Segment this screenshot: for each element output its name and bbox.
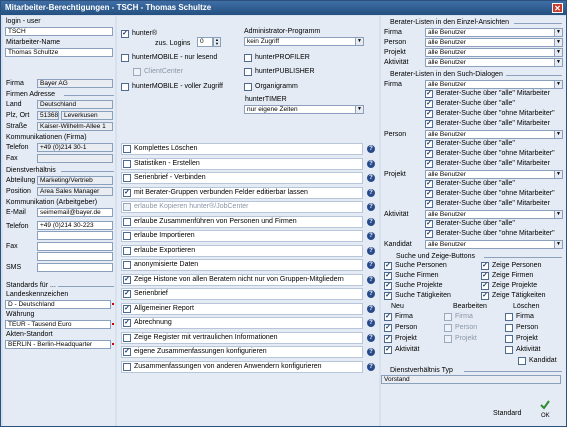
suche-label: Suche Projekte xyxy=(395,282,443,289)
einzel-label: Person xyxy=(384,39,407,46)
position-field: Area Sales Manager xyxy=(37,187,113,196)
such-checkbox[interactable]: ✓ xyxy=(426,200,432,207)
suche-label: Suche Tätigkeiten xyxy=(395,292,451,299)
help-icon[interactable]: ? xyxy=(367,363,375,371)
permission-option[interactable] xyxy=(121,172,363,184)
einzel-select-value: alle Benutzer xyxy=(428,59,466,66)
login-field[interactable]: TSCH xyxy=(5,27,113,36)
such-check-label: Berater-Suche über "alle" Mitarbeiter xyxy=(436,90,550,97)
loeschen-title: Löschen xyxy=(513,303,540,310)
einzel-label: Projekt xyxy=(384,49,406,56)
help-icon[interactable]: ? xyxy=(367,218,375,226)
bearbeiten-label: Projekt xyxy=(455,335,477,342)
neu-label: Person xyxy=(395,324,418,331)
middle-panel xyxy=(117,16,379,426)
such-title: Berater-Listen in den Such-Dialogen xyxy=(390,71,503,78)
waehrung-field[interactable]: TEUR - Tausend Euro xyxy=(5,320,111,329)
such-select[interactable] xyxy=(425,130,563,139)
land-field: Deutschland xyxy=(37,100,113,109)
permission-label: erlaube Zusammenführen von Personen und Firmen xyxy=(134,217,297,225)
permission-checkbox[interactable]: ✓ xyxy=(124,188,130,196)
fax-field xyxy=(37,154,113,163)
loeschen-checkbox[interactable] xyxy=(518,357,526,365)
admin-select[interactable] xyxy=(244,37,364,46)
zeige-checkbox[interactable]: ✓ xyxy=(482,272,488,279)
einzel-select-value: alle Benutzer xyxy=(428,39,466,46)
such-check-label: Berater-Suche über "ohne Mitarbeiter" xyxy=(436,150,555,157)
kandidat-select-value: alle Benutzer xyxy=(428,241,466,248)
permission-label: Statistiken - Erstellen xyxy=(134,159,200,167)
such-check-label: Berater-Suche über "alle" xyxy=(436,220,515,227)
such-checkbox[interactable]: ✓ xyxy=(426,120,432,127)
chevron-down-icon: ▼ xyxy=(554,131,562,138)
ok-label: OK xyxy=(541,413,550,419)
timer-select-value: nur eigene Zeiten xyxy=(247,106,298,113)
abteilung-field: Marketing/Vertrieb xyxy=(37,176,113,185)
permission-checkbox[interactable] xyxy=(123,232,131,240)
permission-label: eigene Zusammenfassungen konfigurieren xyxy=(134,348,267,355)
fax-label: Fax xyxy=(6,155,18,162)
bearbeiten-label: Person xyxy=(455,324,478,331)
such-label: Firma xyxy=(384,81,402,88)
such-check-label: Berater-Suche über "alle" xyxy=(436,100,515,107)
such-checkbox[interactable]: ✓ xyxy=(426,180,432,187)
such-label: Aktivität xyxy=(384,211,409,218)
help-icon[interactable]: ? xyxy=(367,232,375,240)
permission-option[interactable] xyxy=(121,230,363,242)
name-field[interactable]: Thomas Schultze xyxy=(5,48,113,57)
profiler-label: hunterPROFILER xyxy=(255,54,310,61)
hunter-mobile-lesend-label: hunterMOBILE - nur lesend xyxy=(132,54,218,61)
such-check-label: Berater-Suche über "ohne Mitarbeiter" xyxy=(436,190,555,197)
such-label: Projekt xyxy=(384,171,406,178)
loeschen-label: Person xyxy=(516,324,539,331)
einzel-select[interactable] xyxy=(425,48,563,57)
dienst-section xyxy=(6,166,114,175)
zeige-checkbox[interactable]: ✓ xyxy=(482,282,488,289)
akten-label: Akten-Standort xyxy=(6,331,53,338)
client-center-checkbox[interactable] xyxy=(133,68,141,76)
permission-checkbox[interactable]: ✓ xyxy=(124,275,130,283)
suche-label: Suche Personen xyxy=(395,262,447,269)
landeskz-label: Landeskennzeichen xyxy=(6,291,69,298)
zeige-label: Zeige Personen xyxy=(492,262,542,269)
permission-checkbox[interactable] xyxy=(123,174,131,182)
einzel-label: Firma xyxy=(384,29,402,36)
such-checkbox[interactable]: ✓ xyxy=(426,190,432,197)
komm-ag-section xyxy=(6,198,114,207)
firma-label: Firma xyxy=(6,80,24,87)
chevron-down-icon: ▼ xyxy=(355,38,363,45)
dienst-typ-title: Dienstverhältnis Typ xyxy=(390,367,453,374)
telefon2-extra-field[interactable] xyxy=(37,231,113,240)
permission-checkbox[interactable] xyxy=(123,160,131,168)
neu-checkbox[interactable]: ✓ xyxy=(385,335,391,342)
permission-label: erlaube Importieren xyxy=(134,232,195,239)
help-icon[interactable]: ? xyxy=(367,305,375,313)
chevron-down-icon: ▼ xyxy=(554,171,562,178)
help-icon[interactable]: ? xyxy=(367,276,375,284)
required-marker xyxy=(112,303,114,305)
bearbeiten-checkbox[interactable] xyxy=(444,324,452,332)
help-icon[interactable]: ? xyxy=(367,145,375,153)
loeschen-checkbox[interactable] xyxy=(505,346,513,354)
permission-checkbox[interactable] xyxy=(123,363,131,371)
such-select-value: alle Benutzer xyxy=(428,211,466,218)
timer-label: hunterTIMER xyxy=(245,96,287,103)
permission-checkbox[interactable] xyxy=(123,203,131,211)
organigramm-label: Organigramm xyxy=(255,83,298,90)
neu-label: Aktivität xyxy=(395,346,420,353)
standards-title: Standards für ... xyxy=(6,282,56,289)
such-checkbox[interactable]: ✓ xyxy=(426,100,432,107)
permission-checkbox[interactable] xyxy=(123,145,131,153)
chevron-down-icon: ▼ xyxy=(554,49,562,56)
such-checkbox[interactable]: ✓ xyxy=(426,140,432,147)
admin-select-value: kein Zugriff xyxy=(247,38,280,45)
suche-checkbox[interactable]: ✓ xyxy=(385,272,391,279)
kandidat-label: Kandidat xyxy=(384,241,412,248)
help-icon[interactable]: ? xyxy=(367,160,375,168)
zeige-label: Zeige Firmen xyxy=(492,272,534,279)
such-select-value: alle Benutzer xyxy=(428,81,466,88)
permission-label: Zusammenfassungen von anderen Anwendern konfigurieren xyxy=(134,362,322,370)
neu-label: Projekt xyxy=(395,335,417,342)
permission-checkbox[interactable] xyxy=(123,261,131,269)
loeschen-checkbox[interactable] xyxy=(505,313,513,321)
left-panel xyxy=(3,16,115,426)
logins-spinner[interactable]: 0 xyxy=(197,37,213,47)
permission-label: Serienbrief xyxy=(134,290,168,297)
firma-field: Bayer AG xyxy=(37,79,113,88)
such-checkbox[interactable]: ✓ xyxy=(426,150,432,157)
loeschen-checkbox[interactable] xyxy=(505,335,513,343)
permission-label: Allgemeiner Report xyxy=(134,304,194,312)
chevron-down-icon: ▼ xyxy=(554,59,562,66)
such-check-label: Berater-Suche über "alle" Mitarbeiter xyxy=(436,200,550,207)
komm-firma-section xyxy=(6,133,114,142)
chevron-down-icon: ▼ xyxy=(554,39,562,46)
fax2-label: Fax xyxy=(6,243,18,250)
permission-checkbox[interactable]: ✓ xyxy=(124,290,130,297)
sms-label: SMS xyxy=(6,264,22,271)
waehrung-label: Währung xyxy=(6,311,35,318)
bearbeiten-checkbox[interactable] xyxy=(444,313,452,321)
help-icon[interactable]: ? xyxy=(367,189,375,197)
telefon-field: +49 (0)214 30-1 xyxy=(37,143,113,152)
email-field[interactable]: seimemail@bayer.de xyxy=(37,208,113,217)
such-check-label: Berater-Suche über "alle" xyxy=(436,180,515,187)
such-section xyxy=(384,70,564,79)
hunter-label: hunter® xyxy=(132,30,158,37)
loeschen-checkbox[interactable] xyxy=(505,324,513,332)
such-checkbox[interactable]: ✓ xyxy=(426,230,432,237)
ok-button[interactable] xyxy=(540,400,550,410)
plz-field: 51368 xyxy=(37,111,59,120)
firmen-adresse-section xyxy=(6,90,114,99)
help-icon[interactable]: ? xyxy=(367,348,375,356)
einzel-label: Aktivität xyxy=(384,59,409,66)
permission-option[interactable] xyxy=(121,317,363,329)
neu-checkbox[interactable]: ✓ xyxy=(385,346,391,353)
such-select-value: alle Benutzer xyxy=(428,171,466,178)
name-label: Mitarbeiter-Name xyxy=(6,39,61,46)
such-select[interactable] xyxy=(425,80,563,89)
such-checkbox[interactable]: ✓ xyxy=(426,220,432,227)
dienst-typ-field: Vorstand xyxy=(381,375,561,384)
permission-option[interactable] xyxy=(121,158,363,170)
kandidat-select[interactable] xyxy=(425,240,563,249)
chevron-down-icon: ▼ xyxy=(554,81,562,88)
permission-option[interactable] xyxy=(121,274,363,286)
fax2-extra-field[interactable] xyxy=(37,252,113,261)
standards-section xyxy=(6,281,114,290)
permission-label: Zeige Register mit vertraulichen Informationen xyxy=(134,333,278,341)
permission-label: Serienbrief - Verbinden xyxy=(134,174,206,181)
neu-title: Neu xyxy=(391,303,404,310)
help-icon[interactable]: ? xyxy=(367,334,375,342)
buttons-section xyxy=(384,252,564,261)
title-bar xyxy=(1,1,566,15)
publisher-label: hunterPUBLISHER xyxy=(255,68,315,75)
window-title: Mitarbeiter-Berechtigungen - TSCH - Thomas Schultze xyxy=(5,3,212,12)
permission-option[interactable] xyxy=(121,259,363,271)
permission-label: Zeige Histone von allen Beratern nicht nur von Gruppen-Mitgliedern xyxy=(134,275,344,283)
help-icon[interactable]: ? xyxy=(367,290,375,298)
permission-checkbox[interactable] xyxy=(123,247,131,255)
telefon2-field[interactable]: +49 (0)214 30-223 xyxy=(37,221,113,230)
telefon-label: Telefon xyxy=(6,144,29,151)
profiler-checkbox[interactable] xyxy=(244,54,252,62)
landeskz-field[interactable]: D - Deutschland xyxy=(5,300,111,309)
permission-label: Komplettes Löschen xyxy=(134,145,198,152)
strasse-label: Straße xyxy=(6,123,28,130)
bearbeiten-title: Bearbeiten xyxy=(453,303,487,310)
permission-option[interactable] xyxy=(121,201,363,213)
email-label: E-Mail xyxy=(6,209,26,216)
ort-field: Leverkusen xyxy=(61,111,113,120)
bearbeiten-label: Firma xyxy=(455,313,473,320)
permission-checkbox[interactable]: ✓ xyxy=(124,348,130,355)
permission-option[interactable] xyxy=(121,288,363,300)
chevron-down-icon: ▼ xyxy=(554,211,562,218)
permission-option[interactable] xyxy=(121,143,363,155)
einzel-select-value: alle Benutzer xyxy=(428,29,466,36)
suche-label: Suche Firmen xyxy=(395,272,439,279)
suche-checkbox[interactable]: ✓ xyxy=(385,282,391,289)
position-label: Position xyxy=(6,188,31,195)
komm-firma-title: Kommunikationen (Firma) xyxy=(6,134,87,141)
permission-option[interactable] xyxy=(121,216,363,228)
standard-label: Standard xyxy=(493,410,522,417)
spinner-arrows-icon[interactable]: ▲ ▼ xyxy=(213,37,221,47)
firmen-adresse-title: Firmen Adresse xyxy=(6,91,56,98)
chevron-down-icon: ▼ xyxy=(355,106,363,113)
client-center-label: ClientCenter xyxy=(144,68,183,75)
such-checkbox[interactable]: ✓ xyxy=(426,90,432,97)
permission-option[interactable] xyxy=(121,332,363,344)
help-icon[interactable]: ? xyxy=(367,261,375,269)
loeschen-label: Projekt xyxy=(516,335,538,342)
permission-label: erlaube Exportieren xyxy=(134,246,196,254)
sms-field[interactable] xyxy=(37,263,113,272)
such-checkbox[interactable]: ✓ xyxy=(426,110,432,117)
such-check-label: Berater-Suche über "alle" Mitarbeiter xyxy=(436,160,550,167)
zeige-checkbox[interactable]: ✓ xyxy=(482,292,488,299)
login-label: login - user xyxy=(6,18,41,25)
zeige-label: Zeige Projekte xyxy=(492,282,538,289)
dienst-title: Dienstverhältnis xyxy=(6,167,56,174)
einzel-select-value: alle Benutzer xyxy=(428,49,466,56)
einzel-select[interactable] xyxy=(425,58,563,67)
hunter-mobile-lesend-checkbox[interactable] xyxy=(121,54,129,62)
required-marker xyxy=(112,323,114,325)
required-marker xyxy=(112,343,114,345)
such-label: Person xyxy=(384,131,407,138)
hunter-mobile-voll-label: hunterMOBILE - voller Zugriff xyxy=(132,83,223,90)
neu-checkbox[interactable]: ✓ xyxy=(385,313,391,320)
such-check-label: Berater-Suche über "alle" xyxy=(436,140,515,147)
permission-option[interactable] xyxy=(121,303,363,315)
help-icon[interactable]: ? xyxy=(367,247,375,255)
such-select-value: alle Benutzer xyxy=(428,131,466,138)
close-icon[interactable]: ✕ xyxy=(552,3,563,13)
such-check-label: Berater-Suche über "ohne Mitarbeiter" xyxy=(436,110,555,117)
organigramm-checkbox[interactable] xyxy=(244,83,252,91)
bearbeiten-checkbox[interactable] xyxy=(444,335,452,343)
publisher-checkbox[interactable] xyxy=(244,68,252,76)
strasse-field: Kaiser-Wilhelm-Allee 1 xyxy=(37,122,113,131)
permission-checkbox[interactable]: ✓ xyxy=(124,304,130,312)
einzel-select[interactable] xyxy=(425,38,563,47)
such-select[interactable] xyxy=(425,210,563,219)
einzel-section xyxy=(384,18,564,27)
einzel-title: Berater-Listen in den Einzel-Ansichten xyxy=(390,19,510,26)
help-icon[interactable]: ? xyxy=(367,174,375,182)
hunter-checkbox[interactable]: ✓ xyxy=(122,30,128,37)
akten-field[interactable]: BERLIN - Berlin-Headquarter xyxy=(5,340,111,349)
telefon2-label: Telefon xyxy=(6,223,29,230)
neu-checkbox[interactable]: ✓ xyxy=(385,324,391,331)
dienst-typ-section xyxy=(384,366,564,375)
help-icon[interactable]: ? xyxy=(367,203,375,211)
permission-option[interactable] xyxy=(121,346,363,358)
komm-ag-title: Kommunikation (Arbeitgeber) xyxy=(6,199,98,206)
zeige-label: Zeige Tätigkeiten xyxy=(492,292,546,299)
right-panel xyxy=(381,16,566,426)
check-icon xyxy=(540,400,550,410)
admin-label: Administrator-Programm xyxy=(244,28,321,35)
timer-select[interactable] xyxy=(244,105,364,114)
permission-checkbox[interactable]: ✓ xyxy=(124,319,130,326)
buttons-title: Suche und Zeige-Buttons xyxy=(396,253,475,260)
neu-label: Firma xyxy=(395,313,413,320)
such-check-label: Berater-Suche über "alle" Mitarbeiter xyxy=(436,120,550,127)
such-checkbox[interactable]: ✓ xyxy=(426,160,432,167)
permission-label: mit Berater-Gruppen verbunden Felder editierbar lassen xyxy=(134,188,308,196)
hunter-mobile-voll-checkbox[interactable] xyxy=(121,83,129,91)
permission-label: erlaube Kopieren hunter®/JobCenter xyxy=(134,203,249,210)
plz-label: Plz, Ort xyxy=(6,112,30,119)
such-select[interactable] xyxy=(425,170,563,179)
land-label: Land xyxy=(6,101,22,108)
suche-checkbox[interactable]: ✓ xyxy=(385,292,391,299)
permission-option[interactable] xyxy=(121,361,363,373)
chevron-down-icon: ▼ xyxy=(554,29,562,36)
permission-label: Abrechnung xyxy=(134,319,172,326)
permission-option[interactable] xyxy=(121,245,363,257)
einzel-select[interactable] xyxy=(425,28,563,37)
permission-checkbox[interactable] xyxy=(123,334,131,342)
loeschen-label: Aktivität xyxy=(516,346,541,353)
help-icon[interactable]: ? xyxy=(367,319,375,327)
loeschen-label: Firma xyxy=(516,313,534,320)
chevron-down-icon: ▼ xyxy=(554,241,562,248)
permission-label: anonymisierte Daten xyxy=(134,261,199,268)
loeschen-label: Kandidat xyxy=(529,357,557,364)
suche-checkbox[interactable]: ✓ xyxy=(385,262,391,269)
zus-logins-label: zus. Logins xyxy=(155,40,191,47)
such-check-label: Berater-Suche über "ohne Mitarbeiter" xyxy=(436,230,555,237)
permission-option[interactable] xyxy=(121,187,363,199)
fax2-field[interactable] xyxy=(37,242,113,251)
zeige-checkbox[interactable]: ✓ xyxy=(482,262,488,269)
abteilung-label: Abteilung xyxy=(6,177,36,184)
permission-checkbox[interactable] xyxy=(123,218,131,226)
